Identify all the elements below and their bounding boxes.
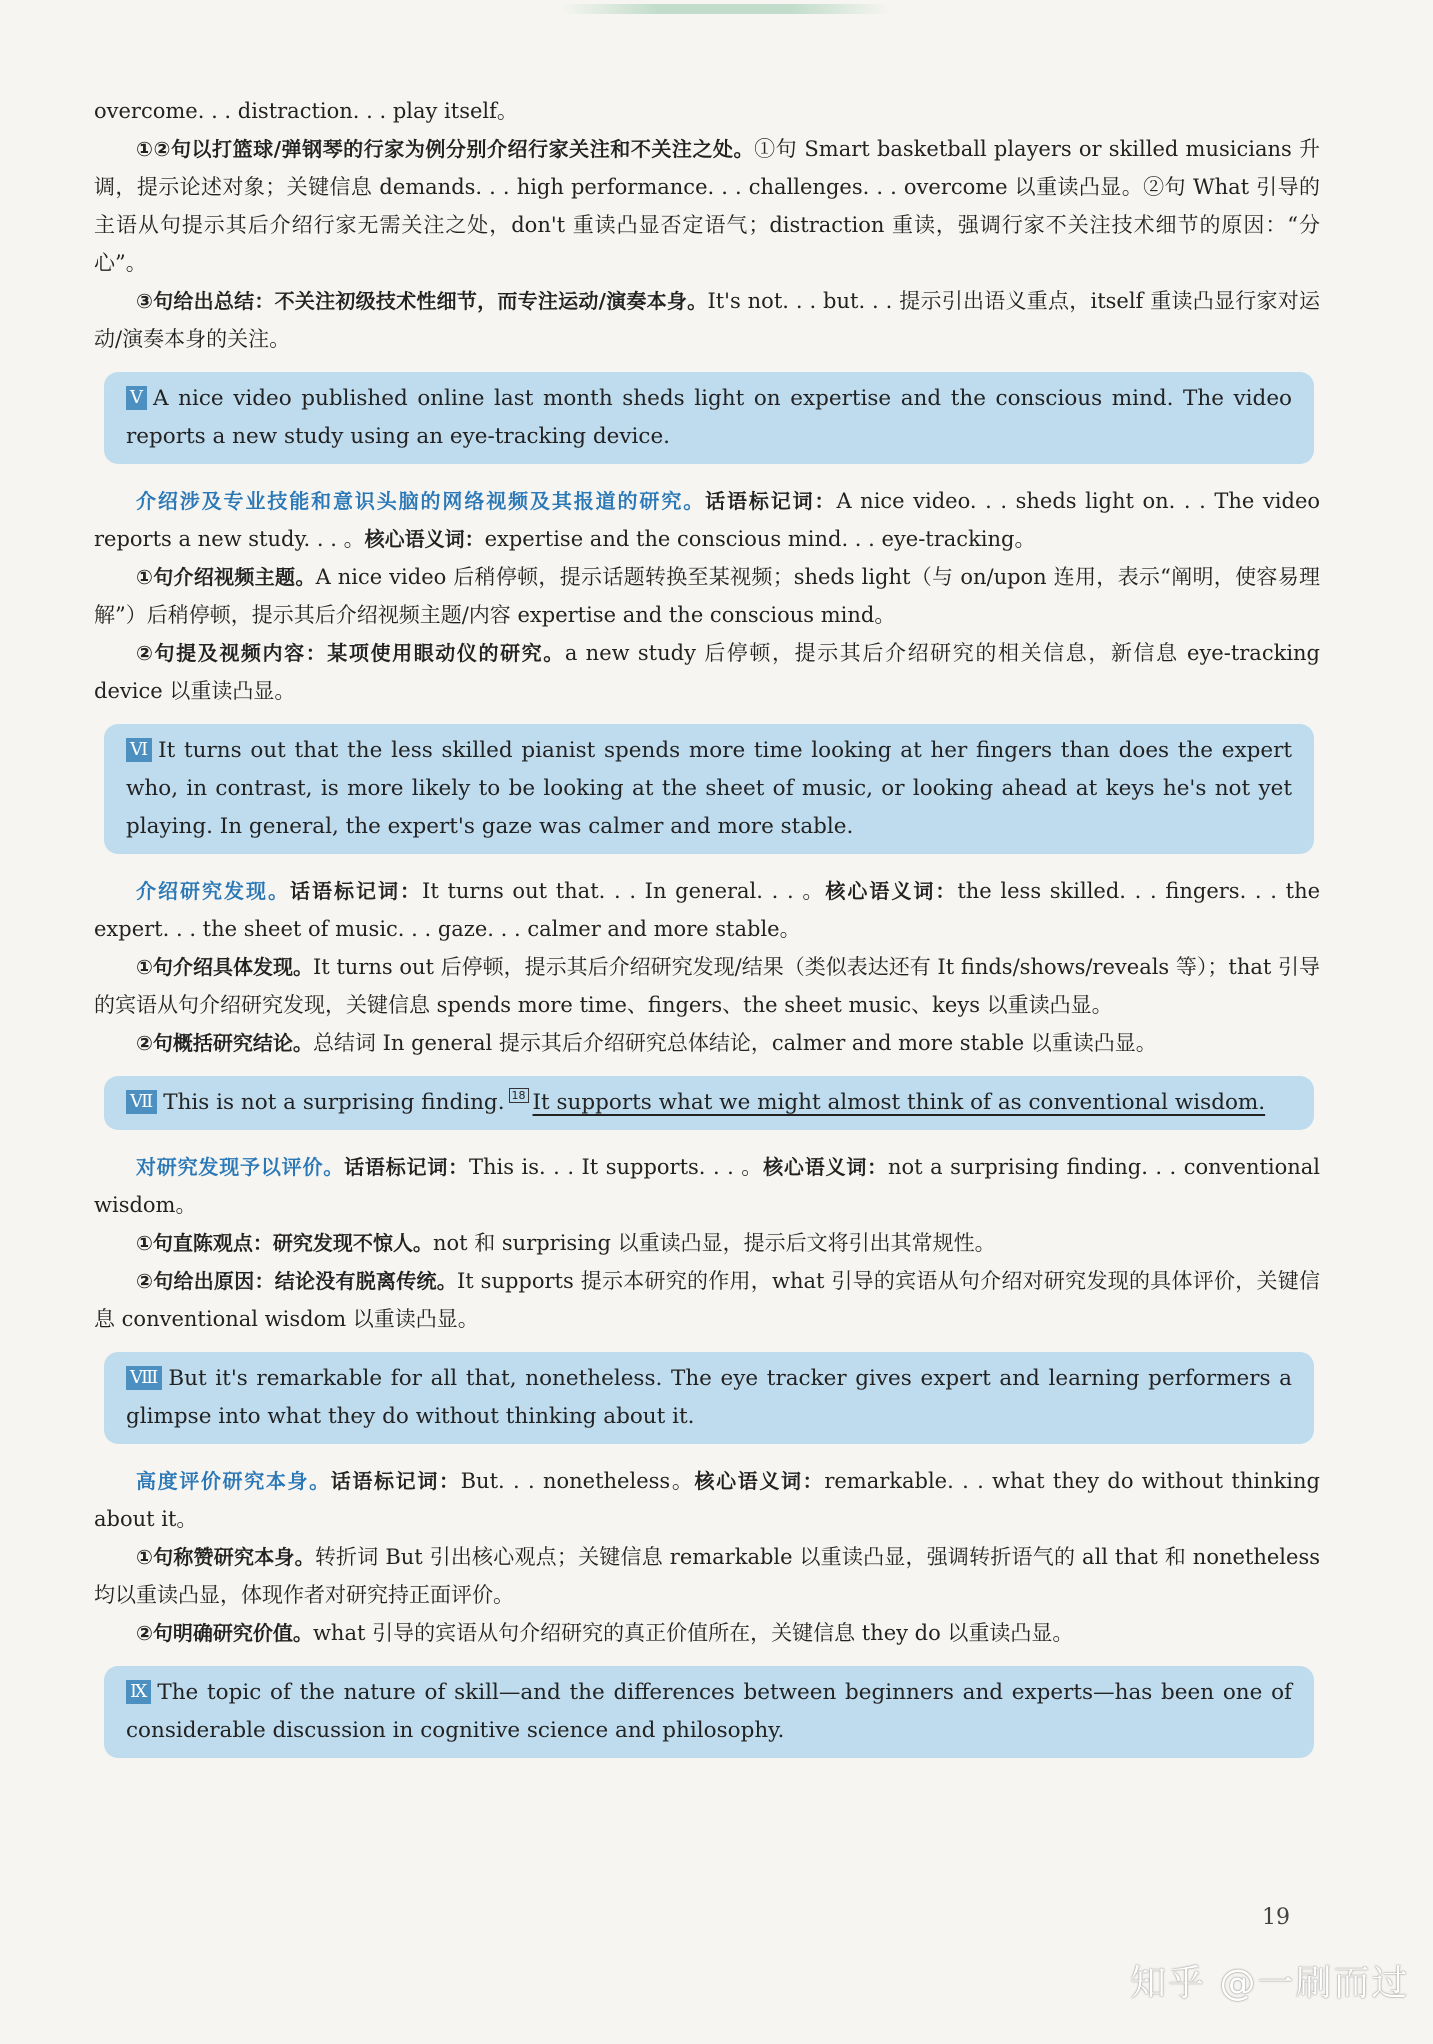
section-summary: [94, 1148, 1320, 1224]
question-number: 18: [509, 1088, 529, 1103]
marker-label: 话语标记词：: [705, 489, 837, 513]
key-text: the less skilled. . . fingers. . . the expert. . . the sheet of music. . . gaze. . . calmer and more stable。: [94, 879, 1321, 941]
passage-box-vi: [104, 724, 1314, 854]
section-numeral: Ⅵ: [126, 738, 152, 762]
section-summary: [94, 482, 1320, 558]
key-label: 核心语义词：: [825, 879, 958, 903]
point-paragraph: [94, 558, 1320, 634]
point-bold: ②句概括研究结论。: [136, 1031, 313, 1055]
analysis-bold: ①②句以打篮球/弹钢琴的行家为例分别介绍行家关注和不关注之处。: [136, 137, 755, 161]
analysis-text: ①句 Smart basketball players or skilled musicians 升调，提示论述对象；关键信息 demands. . . high performance. . . challenges. . . overcome 以重读凸显。②句 What 引导的主语从句提示其后介绍行家无需关注之处，don't 重读凸显否定语气；distraction 重读，强调行家不关注技术细节的原因：“分心”。: [94, 137, 1320, 275]
section-numeral: Ⅸ: [126, 1680, 151, 1704]
analysis-text: It's not. . . but. . . 提示引出语义重点，itself 重读凸显行家对运动/演奏本身的关注。: [94, 289, 1320, 351]
analysis-bold: ③句给出总结：不关注初级技术性细节，而专注运动/演奏本身。: [136, 289, 708, 313]
point-paragraph: [94, 1024, 1320, 1062]
section-analysis-vii: [94, 1148, 1320, 1338]
analysis-paragraph: [94, 282, 1320, 358]
point-text: what 引导的宾语从句介绍研究的真正价值所在，关键信息 they do 以重读凸显。: [312, 1621, 1074, 1645]
point-text: not 和 surprising 以重读凸显，提示后文将引出其常规性。: [432, 1231, 996, 1255]
section-heading: 介绍涉及专业技能和意识头脑的网络视频及其报道的研究。: [136, 489, 706, 513]
marker-label: 话语标记词：: [290, 879, 423, 903]
point-bold: ②句提及视频内容：某项使用眼动仪的研究。: [136, 641, 565, 665]
marker-text: It turns out that. . . In general. . . 。: [422, 879, 826, 903]
point-paragraph: [94, 1224, 1320, 1262]
passage-box-vii: [104, 1076, 1314, 1130]
point-text: a new study 后停顿，提示其后介绍研究的相关信息，新信息 eye-tracking device 以重读凸显。: [94, 641, 1320, 703]
key-text: remarkable. . . what they do without thinking about it。: [94, 1469, 1320, 1531]
section-numeral: Ⅷ: [126, 1366, 162, 1390]
section-numeral: Ⅶ: [126, 1090, 157, 1114]
section-analysis-viii: [94, 1462, 1320, 1652]
point-paragraph: [94, 1614, 1320, 1652]
key-label: 核心语义词：: [694, 1469, 825, 1493]
top-decoration: [560, 4, 890, 14]
point-paragraph: [94, 1538, 1320, 1614]
section-summary: [94, 872, 1320, 948]
point-bold: ①句介绍视频主题。: [136, 565, 316, 589]
content: [94, 92, 1320, 1776]
marker-label: 话语标记词：: [344, 1155, 469, 1179]
key-label: 核心语义词：: [763, 1155, 888, 1179]
marker-text: But. . . nonetheless。: [460, 1469, 695, 1493]
key-label: 核心语义词：: [364, 527, 485, 551]
passage-box-ix: [104, 1666, 1314, 1758]
point-text: 转折词 But 引出核心观点；关键信息 remarkable 以重读凸显，强调转折语气的 all that 和 nonetheless 均以重读凸显，体现作者对研究持正面评价。: [94, 1545, 1321, 1607]
marker-text: A nice video. . . sheds light on. . . The video reports a new study. . . 。: [94, 489, 1321, 551]
passage-text: This is not a surprising finding.: [163, 1090, 505, 1115]
page-number: 19: [1262, 1905, 1290, 1930]
underlined-passage: It supports what we might almost think of as conventional wisdom.: [532, 1090, 1266, 1115]
section-heading: 对研究发现予以评价。: [136, 1155, 345, 1179]
section-analysis-v: [94, 482, 1320, 710]
point-text: It turns out 后停顿，提示其后介绍研究发现/结果（类似表达还有 It finds/shows/reveals 等）；that 引导的宾语从句介绍研究发现，关键信息 spends more time、fingers、the sheet music、keys 以重读凸显。: [94, 955, 1320, 1017]
passage-text: The topic of the nature of skill—and the differences between beginners and experts—has been one of considerable discussion in cognitive science and philosophy.: [126, 1680, 1292, 1743]
passage-text: But it's remarkable for all that, nonetheless. The eye tracker gives expert and learning performers a glimpse into what they do without thinking about it.: [126, 1366, 1292, 1429]
key-text: not a surprising finding. . . conventional wisdom。: [94, 1155, 1321, 1217]
point-bold: ①句称赞研究本身。: [136, 1545, 315, 1569]
section-summary: [94, 1462, 1320, 1538]
section-heading: 高度评价研究本身。: [136, 1469, 331, 1493]
point-bold: ①句直陈观点：研究发现不惊人。: [136, 1231, 433, 1255]
point-text: 总结词 In general 提示其后介绍研究总体结论，calmer and more stable 以重读凸显。: [312, 1031, 1157, 1055]
analysis-paragraph: [94, 130, 1320, 282]
marker-text: This is. . . It supports. . . 。: [469, 1155, 764, 1179]
passage-box-v: [104, 372, 1314, 464]
marker-label: 话语标记词：: [330, 1469, 461, 1493]
passage-text: A nice video published online last month sheds light on expertise and the conscious mind. The video reports a new study using an eye-tracking device.: [126, 386, 1292, 449]
passage-box-viii: [104, 1352, 1314, 1444]
point-bold: ②句给出原因：结论没有脱离传统。: [136, 1269, 458, 1293]
section-heading: 介绍研究发现。: [136, 879, 291, 903]
passage-text: It turns out that the less skilled pianist spends more time looking at her fingers than does the expert who, in contrast, is more likely to be looking at the sheet of music, or looking ahead at keys he's not yet playing. In general, the expert's gaze was calmer and more stable.: [126, 738, 1292, 839]
key-text: expertise and the conscious mind. . . eye-tracking。: [484, 527, 1036, 551]
point-paragraph: [94, 948, 1320, 1024]
point-text: A nice video 后稍停顿，提示话题转换至某视频；sheds light（与 on/upon 连用，表示“阐明，使容易理解”）后稍停顿，提示其后介绍视频主题/内容 expertise and the conscious mind。: [94, 565, 1320, 627]
continuation-line: overcome. . . distraction. . . play itself。: [94, 99, 518, 123]
section-analysis-vi: [94, 872, 1320, 1062]
watermark: 知乎 @一刷而过: [1130, 1963, 1410, 2004]
point-bold: ②句明确研究价值。: [136, 1621, 313, 1645]
point-bold: ①句介绍具体发现。: [136, 955, 313, 979]
point-paragraph: [94, 634, 1320, 710]
point-text: It supports 提示本研究的作用，what 引导的宾语从句介绍对研究发现的具体评价，关键信息 conventional wisdom 以重读凸显。: [94, 1269, 1320, 1331]
section-numeral: Ⅴ: [126, 386, 147, 410]
point-paragraph: [94, 1262, 1320, 1338]
